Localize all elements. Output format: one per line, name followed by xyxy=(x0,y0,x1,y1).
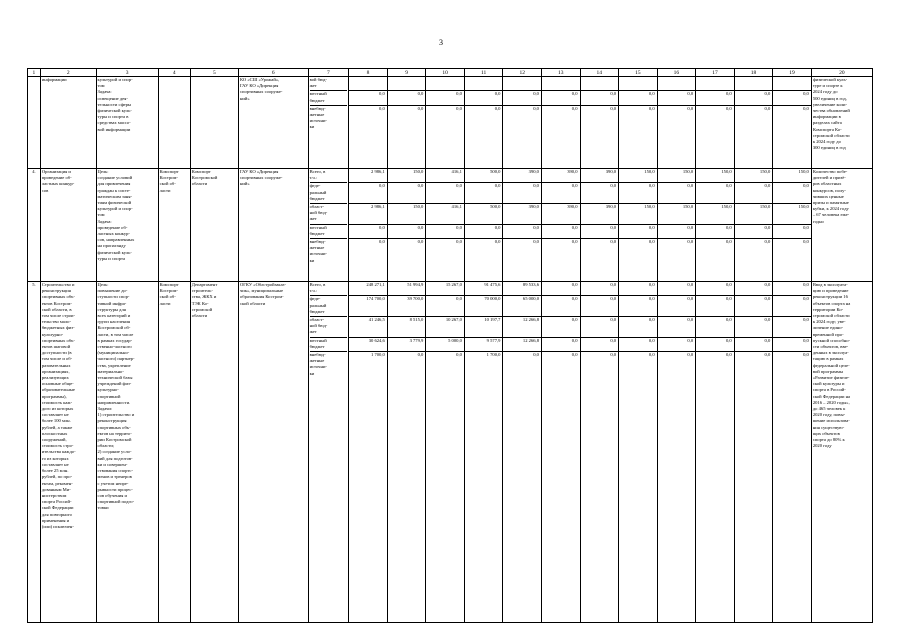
amount-value: 41 246,5 xyxy=(349,317,387,338)
funding-source-label: Всего, в т.ч.: xyxy=(310,282,348,296)
funding-source-label: област- ной бюд- жет xyxy=(310,204,348,225)
amount-value: 0,0 xyxy=(773,282,811,296)
amount-value: 0,0 xyxy=(581,317,619,338)
header-cell: 15 xyxy=(619,69,658,77)
amount-value: 0,0 xyxy=(503,183,541,204)
amount-column xyxy=(426,77,465,169)
amount-value: 5 000,0 xyxy=(426,338,464,352)
amount-column xyxy=(619,169,658,282)
header-cell: 13 xyxy=(541,69,580,77)
amount-value: 150,0 xyxy=(658,204,696,225)
goal-text: Цель: повышение до- ступности спор- тивной инфра- структуры для всех категорий и групп населения Костромской об- ласти, в том числе в рамках государ- ственно-частного (муниципально- частного) партнер- ства, укрепление материально- технической базы учреждений физ- культурно- спортивной направленности. Задачи: 1) строительство и реконструкция спортивных объ- ектов на террито- рии Костромской области; 2) создание усло- вий для подготов- ки и совершен- ствования спортс- менов и тренеров с учетом непре- рывности процес- сов обучения и спортивной подго- товки xyxy=(96,282,158,623)
header-cell: 2 xyxy=(40,69,96,77)
amount-column xyxy=(657,169,696,282)
amount-value: 150,0 xyxy=(619,204,657,225)
amount-value: 0,0 xyxy=(581,183,619,204)
amount-column xyxy=(696,77,735,169)
co-executor: Комспорт Костром- ской об- ласти xyxy=(158,169,190,282)
amount-value: 0,0 xyxy=(456,351,462,357)
amount-value: 0,0 xyxy=(648,105,655,111)
header-cell: 6 xyxy=(238,69,308,77)
amount-value: 51 994,9 xyxy=(388,282,426,296)
amount-value: 0,0 xyxy=(388,183,426,204)
amount-column xyxy=(503,282,542,623)
amount-value: 0,0 xyxy=(696,183,734,204)
co-executor xyxy=(158,77,190,169)
amount-value: 0,0 xyxy=(542,183,580,204)
amount-value: 15 267,0 xyxy=(426,282,464,296)
amount-value xyxy=(735,77,773,91)
amount-value: 0,0 xyxy=(648,351,655,357)
amount-value xyxy=(349,77,387,91)
expected-result: Ввод в эксплуата- цию и проведение реконструкции 16 объектов спорта на территории Ко- стромской области к 2024 году; уве- личение едино- временной про- пускной способно- сти объектов, вве- денных в эксплуа- тацию в рамках федеральной целе- вой программы «Развитие физиче- ской культуры и спорта в Россий- ской Федерации на 2016 – 2020 годы», до 465 человек к 2020 году, повы- шение использова- ния существую- щих объектов спорта до 80% к 2020 году xyxy=(811,282,872,623)
amount-value: 150,0 xyxy=(388,169,426,183)
amount-value: 390,0 xyxy=(542,204,580,225)
header-cell: 9 xyxy=(387,69,426,77)
activity-name: Строительство и реконструкция спортивных объ- ектов Костром- ской области, в том числе строи- тельство мало- бюджетных физ- культурно- спортивных объ- ектов шаговой доступности (в том числе и об- разовательных организациях, реализующих основные обще- образовательные программы), стоимость каж- дого из которых составляет не более 100 млн. рублей, а также плоскостных сооружений, стоимость стро- ительства каждо- го из которых составляет не более 25 млн. рублей, по про- ектам, рекомен- дованным Ми- нистерством спорта Россий- ской Федерации для повторного применения и (или) исключен- xyxy=(40,282,96,623)
amount-column xyxy=(580,282,619,623)
amount-value: 9 577,9 xyxy=(465,338,503,352)
header-cell: 11 xyxy=(464,69,503,77)
amount-value: 0,0 xyxy=(456,238,462,244)
amount-value: 0,0 xyxy=(735,296,773,317)
amount-value: 10 197,7 xyxy=(465,317,503,338)
funds-recipient: КО «СШ «Урожай», ГАУ КО «Дирекция спортивных сооруже- ний» xyxy=(238,77,308,169)
amount-value: 2 986,1 xyxy=(349,169,387,183)
amount-value: 0,0 xyxy=(581,296,619,317)
amount-value: 1 700,0 xyxy=(371,351,385,357)
amount-value: 0,0 xyxy=(773,296,811,317)
amount-value xyxy=(581,77,619,91)
amount-value: 0,0 xyxy=(581,282,619,296)
amount-value: 0,0 xyxy=(658,338,696,352)
amount-column xyxy=(426,169,465,282)
amount-value: 0,0 xyxy=(619,225,657,239)
amount-column xyxy=(734,77,773,169)
amount-value xyxy=(542,77,580,91)
amount-value: 70 000,0 xyxy=(465,296,503,317)
amount-value: 0,0 xyxy=(349,225,387,239)
row-number: 4. xyxy=(28,169,41,282)
table-body xyxy=(28,69,873,623)
amount-value: 39 700,0 xyxy=(388,296,426,317)
amount-column xyxy=(387,282,426,623)
amount-value: 0,0 xyxy=(533,238,539,244)
amount-value: 150,0 xyxy=(388,204,426,225)
amount-value: 0,0 xyxy=(658,225,696,239)
amount-value xyxy=(388,77,426,91)
amount-value: 0,0 xyxy=(658,317,696,338)
amount-value: 0,0 xyxy=(542,91,580,105)
amount-column xyxy=(464,169,503,282)
header-row xyxy=(28,69,873,77)
amount-value: 12 266,8 xyxy=(503,338,541,352)
amount-value: 30 624,6 xyxy=(349,338,387,352)
header-cell: 19 xyxy=(773,69,812,77)
amount-value: 0,0 xyxy=(503,91,541,105)
amount-value: 0,0 xyxy=(533,105,539,111)
amount-column xyxy=(734,282,773,623)
funding-source-label: местный бюджет xyxy=(310,225,348,239)
amount-value: 0,0 xyxy=(735,91,773,105)
funding-source-label: област- ной бюд- жет xyxy=(310,317,348,338)
amount-value: 0,0 xyxy=(764,105,771,111)
amount-value: 3 779,9 xyxy=(388,338,426,352)
amount-column xyxy=(619,282,658,623)
goal-text: культурой и спор- том Задача: освещение дея- тельности сферы физической куль- туры и спорта в средствах массо- вой информации xyxy=(96,77,158,169)
amount-value: 248 271,1 xyxy=(349,282,387,296)
amount-column xyxy=(503,169,542,282)
amount-value: 150,0 xyxy=(735,204,773,225)
amount-value: 0,0 xyxy=(571,238,578,244)
amount-value: 0,0 xyxy=(619,183,657,204)
amount-value: 0,0 xyxy=(542,338,580,352)
amount-value: 500,0 xyxy=(465,169,503,183)
amount-value: 0,0 xyxy=(687,105,694,111)
funding-source-label: феде- ральный бюджет xyxy=(310,296,348,317)
amount-value xyxy=(773,77,811,91)
table-row xyxy=(28,77,873,169)
activity-name: информации xyxy=(40,77,96,169)
amount-value: 1 700,0 xyxy=(486,351,501,357)
amount-value: 390,0 xyxy=(503,169,541,183)
amount-value: 8 515,0 xyxy=(388,317,426,338)
amount-value: 0,0 xyxy=(735,317,773,338)
amount-value: 0,0 xyxy=(571,105,578,111)
header-cell: 8 xyxy=(349,69,388,77)
amount-value: 0,0 xyxy=(658,91,696,105)
amount-column xyxy=(541,282,580,623)
amount-value: 150,0 xyxy=(696,204,734,225)
amount-value: 0,0 xyxy=(773,225,811,239)
funding-sources xyxy=(308,77,349,169)
amount-value: 0,0 xyxy=(696,282,734,296)
amount-value: 416,1 xyxy=(426,204,464,225)
amount-column xyxy=(773,77,812,169)
funding-source-label: Всего, в т.ч.: xyxy=(310,169,348,183)
expected-result: Количество побе- дителей и призё- ров областных конкурсов, полу- чивших ценные призы и памятные кубки, к 2024 году – 67 человека еже- годно xyxy=(811,169,872,282)
header-cell: 12 xyxy=(503,69,542,77)
amount-column xyxy=(773,282,812,623)
amount-column xyxy=(580,77,619,169)
amount-value: 89 533,6 xyxy=(503,282,541,296)
amount-value xyxy=(465,77,503,91)
funding-sources xyxy=(308,282,349,623)
amount-value: 0,0 xyxy=(619,338,657,352)
amount-value: 150,0 xyxy=(773,204,811,225)
amount-value: 0,0 xyxy=(773,317,811,338)
funds-recipient: ГАУ КО «Дирекция спортивных сооруже- ний» xyxy=(238,169,308,282)
amount-value: 0,0 xyxy=(696,296,734,317)
amount-value: 0,0 xyxy=(725,238,732,244)
amount-column xyxy=(464,282,503,623)
co-executor: Комспорт Костром- ской об- ласти xyxy=(158,282,190,623)
funding-source-label: местный бюджет xyxy=(310,91,348,105)
amount-value: 0,0 xyxy=(494,238,501,244)
header-cell: 7 xyxy=(308,69,349,77)
activity-name: Организация и проведение об- ластных конкур- сов xyxy=(40,169,96,282)
amount-value: 0,0 xyxy=(696,317,734,338)
amount-column xyxy=(464,77,503,169)
amount-value: 0,0 xyxy=(773,91,811,105)
amount-value: 0,0 xyxy=(773,183,811,204)
amount-value: 0,0 xyxy=(610,238,617,244)
amount-column xyxy=(657,77,696,169)
funding-source-label: вой бюд- жет xyxy=(310,77,348,91)
header-cell: 14 xyxy=(580,69,619,77)
amount-value: 0,0 xyxy=(388,91,426,105)
amount-column xyxy=(503,77,542,169)
amount-value: 0,0 xyxy=(696,225,734,239)
amount-value: 0,0 xyxy=(803,238,809,244)
amount-value: 0,0 xyxy=(619,282,657,296)
expected-result: физической куль- туре и спорте к 2024 году до 500 единиц в год, увеличение коли- чества обновлений информации в разделах сайта Комспорта Ко- стромской области к 2024 году до 300 единиц в год xyxy=(811,77,872,169)
amount-value xyxy=(503,77,541,91)
funding-source-label: внебюд- жетные источни- ки xyxy=(309,105,327,130)
amount-value: 0,0 xyxy=(764,238,771,244)
amount-value: 390,0 xyxy=(542,169,580,183)
amount-value: 0,0 xyxy=(696,91,734,105)
row-number: 5. xyxy=(28,282,41,623)
responsible-executor: Департамент строитель- ства, ЖКХ и ТЭК Ко- стромской области xyxy=(190,282,238,623)
amount-value: 0,0 xyxy=(465,91,503,105)
amount-value: 0,0 xyxy=(803,105,809,111)
header-cell: 1 xyxy=(28,69,41,77)
amount-value: 0,0 xyxy=(542,282,580,296)
amount-value: 12 266,8 xyxy=(503,317,541,338)
amount-value: 0,0 xyxy=(379,105,385,111)
amount-value: 0,0 xyxy=(542,225,580,239)
amount-value: 0,0 xyxy=(456,105,462,111)
amount-value: 91 475,6 xyxy=(465,282,503,296)
amount-value: 150,0 xyxy=(619,169,657,183)
amount-column xyxy=(387,77,426,169)
amount-value: 10 267,0 xyxy=(426,317,464,338)
amount-value: 0,0 xyxy=(773,338,811,352)
amount-value: 0,0 xyxy=(619,317,657,338)
amount-value: 0,0 xyxy=(426,183,464,204)
amount-value: 0,0 xyxy=(725,105,732,111)
amount-value: 0,0 xyxy=(658,282,696,296)
amount-value: 150,0 xyxy=(658,169,696,183)
amount-value: 0,0 xyxy=(503,225,541,239)
amount-value: 390,0 xyxy=(581,204,619,225)
amount-value: 0,0 xyxy=(426,225,464,239)
amount-value: 416,1 xyxy=(426,169,464,183)
row-number xyxy=(28,77,41,169)
amount-column xyxy=(773,169,812,282)
amount-value: 0,0 xyxy=(735,183,773,204)
amount-value: 0,0 xyxy=(465,183,503,204)
amount-value: 0,0 xyxy=(735,282,773,296)
table-row xyxy=(28,282,873,623)
amount-column xyxy=(580,169,619,282)
responsible-executor: Комспорт Костромской области xyxy=(190,169,238,282)
amount-value: 0,0 xyxy=(610,351,617,357)
amount-value: 500,0 xyxy=(465,204,503,225)
amount-value: 0,0 xyxy=(417,238,424,244)
amount-column xyxy=(696,282,735,623)
amount-column xyxy=(619,77,658,169)
funding-source-label: феде- ральный бюджет xyxy=(310,183,348,204)
amount-value: 0,0 xyxy=(735,225,773,239)
funding-sources xyxy=(308,169,349,282)
amount-value: 65 000,0 xyxy=(503,296,541,317)
amount-value: 0,0 xyxy=(571,351,578,357)
amount-column xyxy=(541,77,580,169)
amount-value: 0,0 xyxy=(658,296,696,317)
header-cell: 20 xyxy=(811,69,872,77)
amount-value xyxy=(696,77,734,91)
amount-column xyxy=(734,169,773,282)
amount-value: 0,0 xyxy=(542,296,580,317)
table-row xyxy=(28,169,873,282)
amount-column xyxy=(349,169,388,282)
header-cell: 5 xyxy=(190,69,238,77)
amount-column xyxy=(541,169,580,282)
amount-value: 390,0 xyxy=(581,169,619,183)
header-cell: 16 xyxy=(657,69,696,77)
amount-value xyxy=(658,77,696,91)
header-cell: 10 xyxy=(426,69,465,77)
amount-value: 0,0 xyxy=(764,351,771,357)
amount-value: 0,0 xyxy=(426,296,464,317)
amount-value: 0,0 xyxy=(494,105,501,111)
amount-value: 0,0 xyxy=(465,225,503,239)
amount-value: 0,0 xyxy=(610,105,617,111)
amount-value: 0,0 xyxy=(542,317,580,338)
amount-column xyxy=(657,282,696,623)
amount-value: 150,0 xyxy=(696,169,734,183)
amount-value: 0,0 xyxy=(349,183,387,204)
amount-value: 0,0 xyxy=(379,238,385,244)
header-cell: 4 xyxy=(158,69,190,77)
amount-value: 0,0 xyxy=(696,338,734,352)
amount-column xyxy=(349,282,388,623)
amount-value: 150,0 xyxy=(773,169,811,183)
amount-value: 0,0 xyxy=(581,225,619,239)
funding-source-label: внебюд- жетные источни- ки xyxy=(309,238,327,263)
header-cell: 18 xyxy=(734,69,773,77)
amount-value: 0,0 xyxy=(687,351,694,357)
budget-table xyxy=(27,68,873,623)
amount-value: 0,0 xyxy=(581,338,619,352)
responsible-executor xyxy=(190,77,238,169)
amount-column xyxy=(349,77,388,169)
amount-value: 0,0 xyxy=(533,351,539,357)
goal-text: Цель: создание условий для привлечения граждан к систе- матическим заня- тиям физической культурой и спор- том Задача: проведение об- ластных конкур- сов, направленных на пропаганду физической куль- туры и спорта xyxy=(96,169,158,282)
amount-column xyxy=(387,169,426,282)
amount-value: 390,0 xyxy=(503,204,541,225)
amount-value: 0,0 xyxy=(803,351,809,357)
amount-value: 150,0 xyxy=(735,169,773,183)
amount-value: 0,0 xyxy=(426,91,464,105)
funding-source-label: местный бюджет xyxy=(310,338,348,352)
header-cell: 3 xyxy=(96,69,158,77)
amount-value: 0,0 xyxy=(735,338,773,352)
amount-value: 0,0 xyxy=(619,296,657,317)
amount-value: 0,0 xyxy=(648,238,655,244)
amount-value: 0,0 xyxy=(388,225,426,239)
amount-value xyxy=(619,77,657,91)
page-number: 3 xyxy=(439,38,443,47)
funding-source-label: внебюд- жетные источни- ки xyxy=(309,351,327,376)
amount-value: 174 700,0 xyxy=(349,296,387,317)
amount-value: 0,0 xyxy=(417,105,424,111)
amount-column xyxy=(696,169,735,282)
amount-value: 0,0 xyxy=(658,183,696,204)
amount-value xyxy=(426,77,464,91)
amount-value: 0,0 xyxy=(417,351,424,357)
amount-value: 0,0 xyxy=(619,91,657,105)
funds-recipient: ОГКУ «Облстройзаказ- чик», муниципальные образования Костром- ской области xyxy=(238,282,308,623)
amount-value: 2 986,1 xyxy=(349,204,387,225)
amount-value: 0,0 xyxy=(581,91,619,105)
header-cell: 17 xyxy=(696,69,735,77)
amount-column xyxy=(426,282,465,623)
amount-value: 0,0 xyxy=(687,238,694,244)
amount-value: 0,0 xyxy=(349,91,387,105)
amount-value: 0,0 xyxy=(725,351,732,357)
